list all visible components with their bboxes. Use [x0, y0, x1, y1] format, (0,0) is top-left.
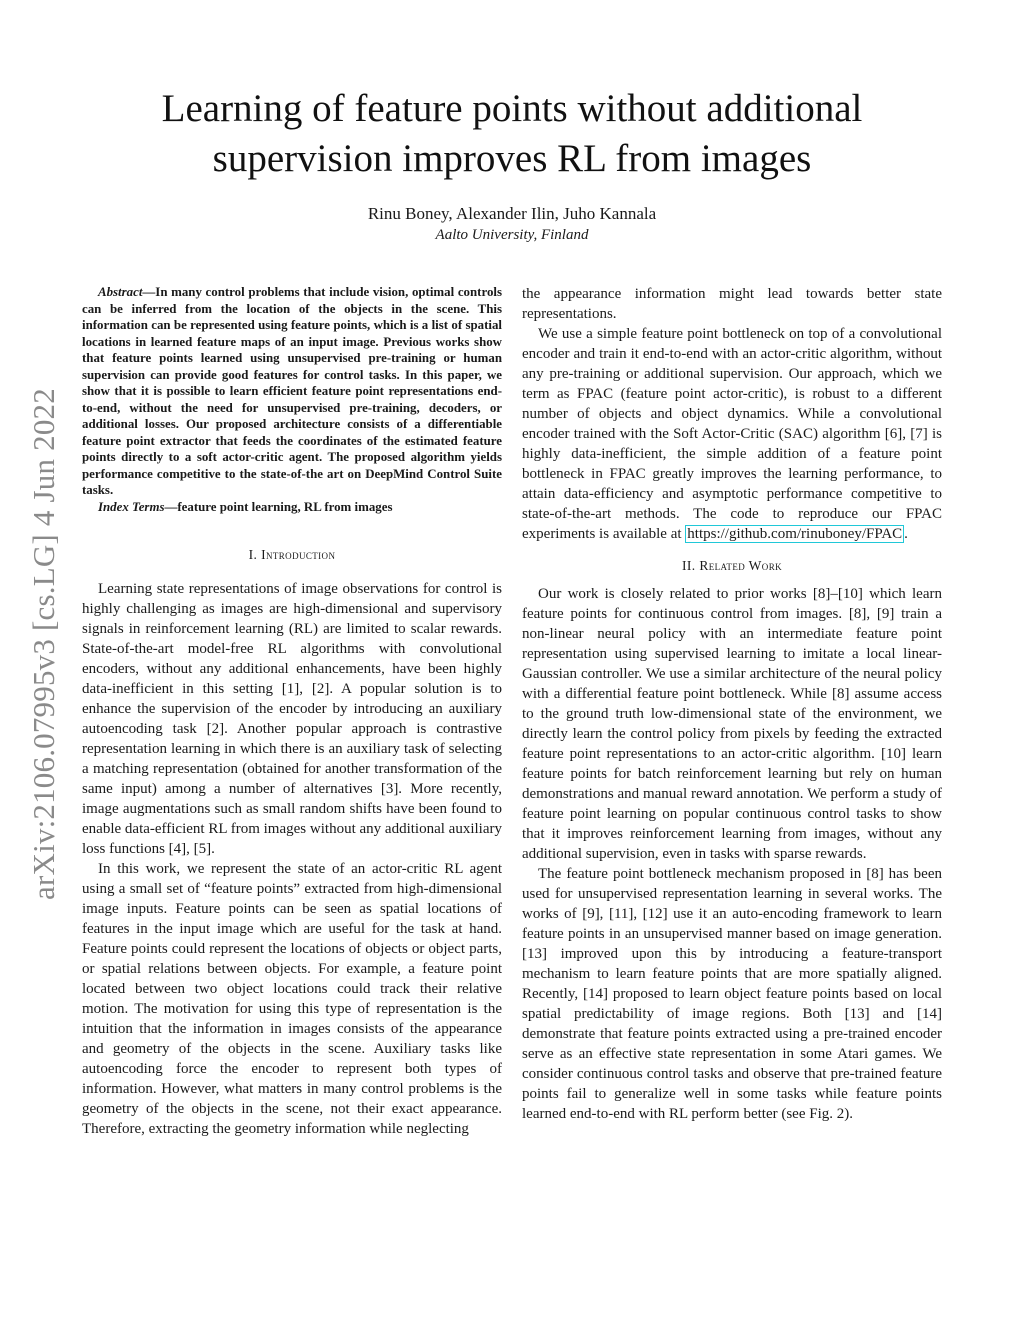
index-terms-label: Index Terms: [98, 499, 165, 514]
left-column: [82, 284, 502, 1139]
intro-paragraph-3-end: .: [904, 526, 908, 542]
code-repository-link[interactable]: https://github.com/rinuboney/FPAC: [687, 526, 903, 542]
author-list: Rinu Boney, Alexander Ilin, Juho Kannala: [367, 204, 657, 223]
paper-title: [100, 84, 924, 184]
index-terms-text: —feature point learning, RL from images: [164, 499, 393, 514]
arxiv-identifier-stamp: arXiv:2106.07995v3 [cs.LG] 4 Jun 2022: [26, 388, 61, 900]
related-paragraph-2: The feature point bottleneck mechanism proposed in [8] has been used for unsupervised representation learning in several works. The works of [9], [11], [12] use it an auto-encoding framework to learn feature points in an unsupervised manner based on image generation. [13] improved upon this by introducing a feature-transport mechanism to learn feature points that are more spatially aligned. Recently, [14] proposed to learn object feature points based on local spatial predictability of image regions. Both [13] and [14] demonstrate that feature points extracted using a pre-trained encoder serve as an effective state representation in some Atari games. We consider continuous control tasks and observe that pre-trained feature points fail to generalize well in some tasks while feature points learned end-to-end with RL perform better (see Fig. 2).: [522, 866, 942, 1122]
intro-paragraph-3: [522, 324, 942, 544]
related-paragraph-1: Our work is closely related to prior works [8]–[10] which learn feature points for continuous control from images. [8], [9] train a non-linear neural policy with an intermediate feature point representation using supervised learning to imitate a local linear-Gaussian controller. We use a similar architecture of the neural policy with a differential feature point bottleneck. While [8] assume access to the ground truth low-dimensional state of the environment, we directly learn the control policy from pixels by feeding the extracted feature point representations to an actor-critic algorithm. [10] learn feature points for batch reinforcement learning but rely on human demonstrations and manual reward annotation. We perform a study of feature point learning on popular continuous control tasks to show that it improves reinforcement learning from images, without any additional supervision, even in tasks with sparse rewards.: [522, 586, 942, 862]
right-column: [522, 284, 942, 1124]
section-heading-related-work: II. Related Work: [681, 558, 782, 573]
abstract: [82, 284, 502, 499]
affiliation: Aalto University, Finland: [435, 227, 589, 243]
section-heading-introduction: I. Introduction: [248, 547, 336, 562]
abstract-label: Abstract: [98, 285, 143, 299]
title-line-2: supervision improves RL from images: [212, 137, 812, 180]
intro-continuation: the appearance information might lead towards better state representations.: [522, 286, 942, 322]
abstract-text: —In many control problems that include vision, optimal controls can be inferred from the location of the objects in the scene. This information can be represented using feature points, which is a list of spatial locations in learned feature maps of an input image. Previous works show that feature points learned using unsupervised pre-training or human supervision can provide good features for control tasks. In this paper, we show that it is possible to learn efficient feature point representations end-to-end, without the need for unsupervised pre-training, decoders, or additional losses. Our proposed architecture consists of a differentiable feature point extractor that feeds the coordinates of the estimated feature points directly to a soft actor-critic agent. The proposed algorithm yields performance competitive to the state-of-the art on DeepMind Control Suite tasks.: [82, 285, 502, 497]
index-terms: [82, 499, 502, 516]
intro-paragraph-3-text: We use a simple feature point bottleneck on top of a convolutional encoder and train it end-to-end with an actor-critic algorithm, without any pre-training or additional supervision. Our approach, which we term as FPAC (feature point actor-critic), is robust to a different number of objects and object dynamics. While a convolutional encoder trained with the Soft Actor-Critic (SAC) algorithm [6], [7] is highly data-inefficient, the simple addition of a feature point bottleneck in FPAC greatly improves the learning performance, to attain data-efficiency and asymptotic performance competitive to state-of-the-art methods. The code to reproduce our FPAC experiments is available at: [522, 326, 942, 542]
intro-paragraph-2: In this work, we represent the state of an actor-critic RL agent using a small set of “feature points” extracted from high-dimensional image inputs. Feature points can be seen as spatial locations of features in the input image which are useful for the task at hand. Feature points could represent the locations of objects or object parts, or spatial relations between objects. For example, a feature point located between two object locations could track their relative motion. The motivation for using this type of representation is the intuition that the information in images consists of the appearance and geometry of the objects in the scene. Auxiliary tasks like autoencoding force the encoder to represent both types of information. However, what matters in many control problems is the geometry of the objects in the scene, not their exact appearance. Therefore, extracting the geometry information while neglecting: [82, 861, 502, 1137]
intro-paragraph-1: Learning state representations of image observations for control is highly challenging as images are high-dimensional and supervisory signals in reinforcement learning (RL) are limited to scalar rewards. State-of-the-art model-free RL algorithms with convolutional encoders, without any additional enhancements, have been highly data-inefficient in this setting [1], [2]. A popular solution is to enhance the supervision of the encoder by introducing an auxiliary autoencoding task [2]. Another popular approach is contrastive representation learning in which there is an auxiliary task of selecting a matching representation (obtained for another transformation of the same input) among a number of alternatives [3]. More recently, image augmentations such as small random shifts have been found to enable data-efficient RL from images without any additional auxiliary loss functions [4], [5].: [82, 581, 502, 857]
title-line-1: Learning of feature points without additional: [161, 87, 863, 130]
